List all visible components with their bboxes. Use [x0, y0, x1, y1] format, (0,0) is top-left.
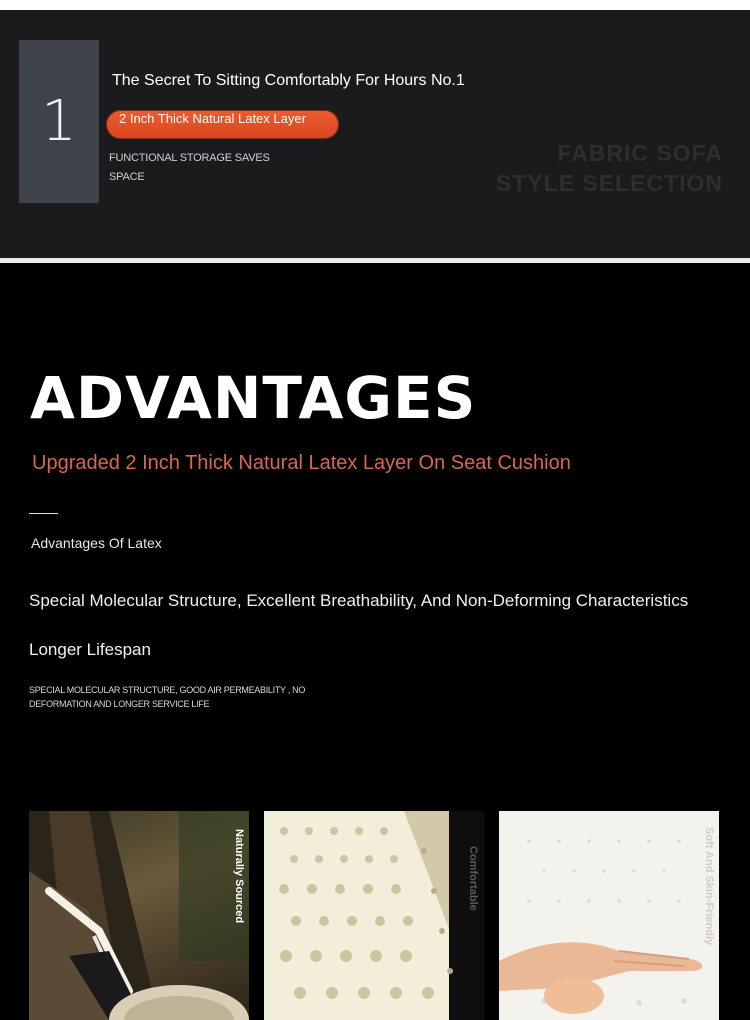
- section-label: Advantages Of Latex: [31, 535, 162, 551]
- feature-banner: [0, 10, 750, 258]
- feature-number-box: [19, 40, 99, 203]
- card-label: Soft And Skin-Friendly: [703, 827, 715, 946]
- latex-layer-pill: [106, 110, 339, 139]
- top-band: [0, 0, 750, 10]
- card-soft-skin-friendly: [499, 811, 719, 1020]
- fabric-sofa-line: FABRIC SOFA STYLE SELECTION: [495, 140, 723, 196]
- card-label: Comfortable: [467, 846, 479, 911]
- page-subtitle: Upgraded 2 Inch Thick Natural Latex Layer On Seat Cushion: [32, 452, 571, 474]
- fine-print: SPECIAL MOLECULAR STRUCTURE, GOOD AIR PERMEABILITY , NO DEFORMATION AND LONGER SERVICE LIFE: [29, 685, 306, 709]
- hand-on-latex-image: [499, 811, 719, 1020]
- page-title: ADVANTAGES: [30, 364, 477, 432]
- body-text-primary: Special Molecular Structure, Excellent Breathability, And Non-Deforming Characteristics: [29, 591, 689, 610]
- fabric-sofa-text: [493, 138, 723, 198]
- banner-title: The Secret To Sitting Comfortably For Hours No.1: [112, 72, 465, 89]
- card-naturally-sourced: [29, 811, 249, 1020]
- latex-foam-image: [264, 811, 484, 1020]
- card-comfortable: [264, 811, 484, 1020]
- body-text-secondary: Longer Lifespan: [29, 640, 151, 659]
- feature-number: 1: [41, 88, 77, 154]
- section-divider: [29, 513, 58, 514]
- banner-subtitle: FUNCTIONAL STORAGE SAVES SPACE: [109, 152, 270, 183]
- pill-label: 2 Inch Thick Natural Latex Layer: [119, 111, 306, 126]
- banner-divider: [0, 258, 750, 263]
- card-label: Naturally Sourced: [233, 829, 245, 924]
- rubber-tree-image: [29, 811, 249, 1020]
